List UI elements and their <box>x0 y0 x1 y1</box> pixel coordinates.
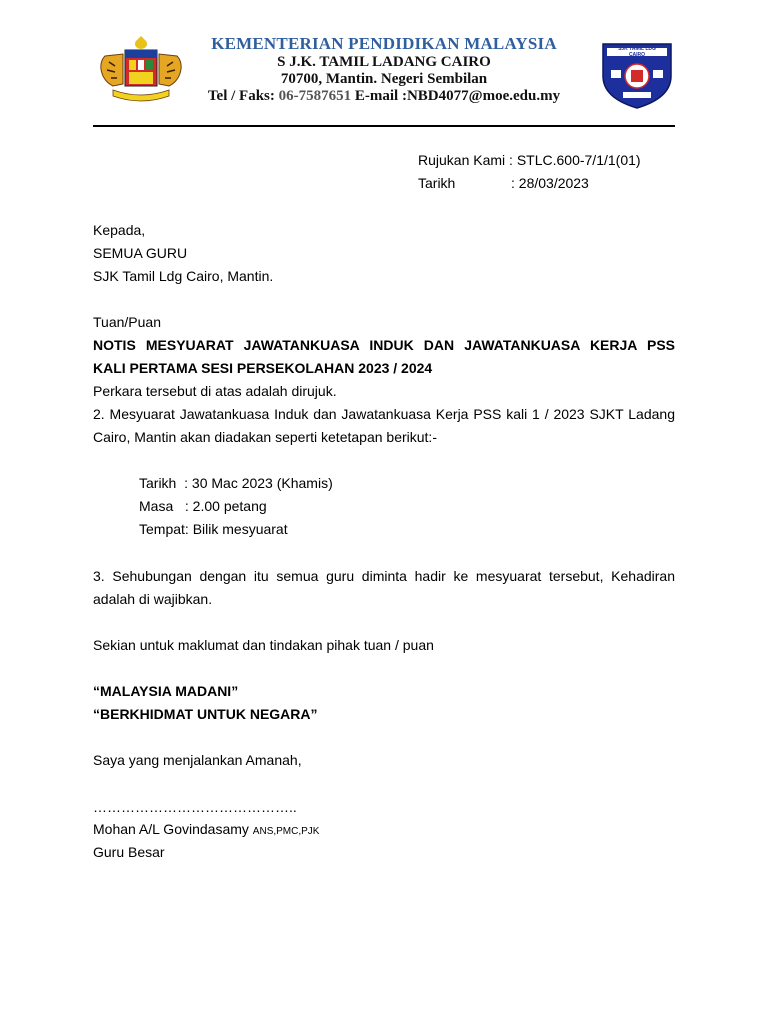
ministry-name: KEMENTERIAN PENDIDIKAN MALAYSIA <box>211 34 557 53</box>
salutation: Tuan/Puan <box>93 314 161 330</box>
signatory-name-line <box>93 818 675 843</box>
recipient-line2: SJK Tamil Ldg Cairo, Mantin. <box>93 268 274 284</box>
school-address: 70700, Mantin. Negeri Sembilan <box>280 71 488 87</box>
reference-tarikh-value: : 28/03/2023 <box>511 175 589 191</box>
rujukan-label: Rujukan Kami : <box>418 152 513 168</box>
body-paragraph-2-line2: Cairo, Mantin akan diadakan seperti ketetapan berikut:- <box>93 429 437 445</box>
kepada: Kepada, <box>93 222 146 238</box>
reference-rujukan <box>418 149 641 172</box>
signatory-name: Mohan A/L Govindasamy <box>93 821 249 837</box>
signatory-postnominals: ANS,PMC,PJK <box>252 826 320 837</box>
body-paragraph-3-line1: 3. Sehubungan dengan itu semua guru diminta hadir ke mesyuarat tersebut, Kehadiran <box>93 568 675 584</box>
detail-tempat: Tempat: Bilik mesyuarat <box>139 521 288 537</box>
body-paragraph-3-line2: adalah di wajibkan. <box>93 591 213 607</box>
signatory-title: Guru Besar <box>93 844 165 860</box>
school-badge-text: SJK TAMIL LDG CAIRO <box>618 46 656 58</box>
slogan-madani: “MALAYSIA MADANI” <box>93 683 239 699</box>
subject-line2: KALI PERTAMA SESI PERSEKOLAHAN 2023 / 2024 <box>93 360 433 376</box>
signature-dots: …………………………………….. <box>93 799 297 815</box>
reference-tarikh-label: Tarikh <box>418 175 456 191</box>
rujukan-value: STLC.600-7/1/1(01) <box>516 152 641 168</box>
body-paragraph-1: Perkara tersebut di atas adalah dirujuk. <box>93 383 337 399</box>
subject-line1: NOTIS MESYUARAT JAWATANKUASA INDUK DAN JAWATANKUASA KERJA PSS <box>93 337 675 353</box>
slogan-berkhidmat: “BERKHIDMAT UNTUK NEGARA” <box>93 706 318 722</box>
recipient-line1: SEMUA GURU <box>93 245 188 261</box>
body-paragraph-2-line1: 2. Mesyuarat Jawatankuasa Induk dan Jawatankuasa Kerja PSS kali 1 / 2023 SJKT Ladang <box>93 406 675 422</box>
closing-amanah: Saya yang menjalankan Amanah, <box>93 752 302 768</box>
body-paragraph-4: Sekian untuk maklumat dan tindakan pihak tuan / puan <box>93 637 434 653</box>
phone-number: 06-7587651 <box>278 88 352 104</box>
contact-prefix: Tel / Faks: <box>207 88 275 104</box>
detail-masa: Masa : 2.00 petang <box>139 498 267 514</box>
email-prefix: E-mail : <box>354 88 407 104</box>
email-address[interactable]: NBD4077@moe.edu.my <box>406 88 561 104</box>
header-divider <box>93 125 675 127</box>
school-name: S J.K. TAMIL LADANG CAIRO <box>277 54 491 70</box>
detail-tarikh: Tarikh : 30 Mac 2023 (Khamis) <box>139 475 333 491</box>
